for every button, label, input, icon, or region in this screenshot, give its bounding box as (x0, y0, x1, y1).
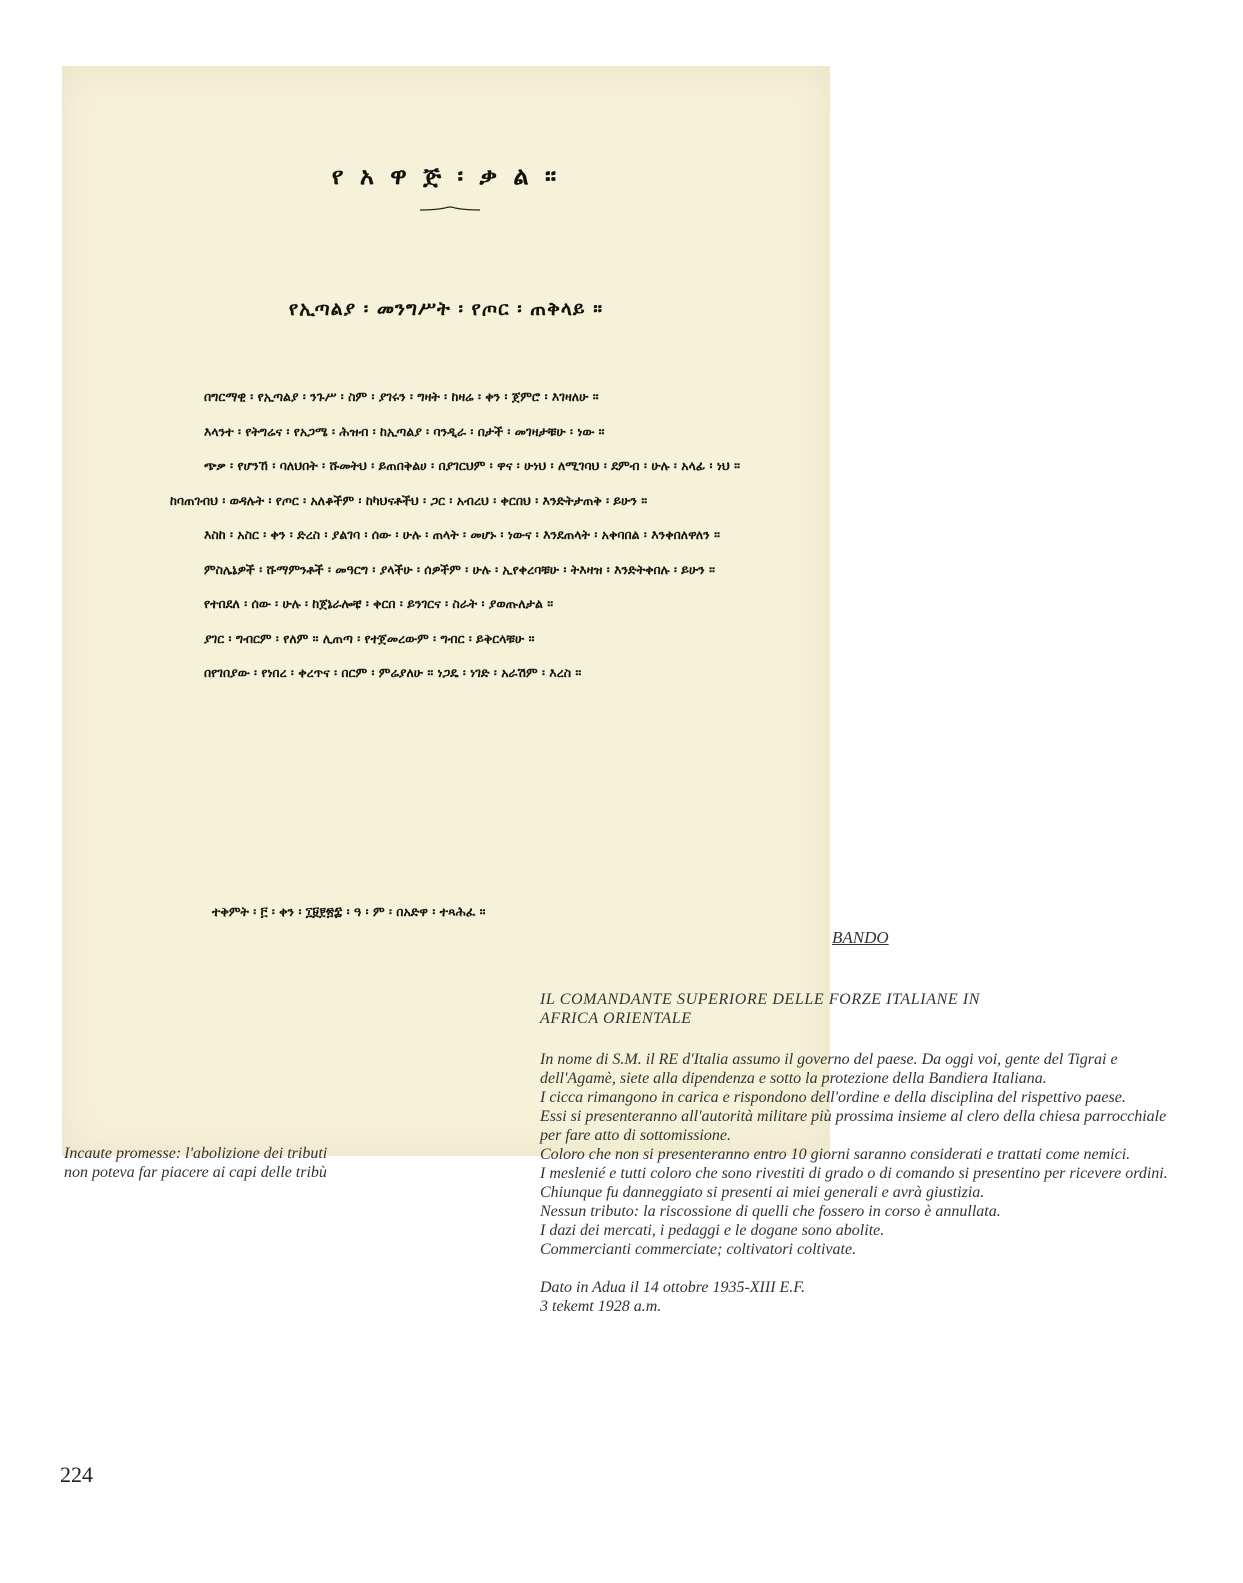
translation-heading (540, 990, 1170, 1028)
translation-paragraph: Nessun tributo: la riscossione di quelli che fossero in corso è annullata. (540, 1203, 1001, 1220)
translation-paragraph: In nome di S.M. il RE d'Italia assumo il governo del paese. Da oggi voi, gente del Tigrai e dell'Agamè, siete alla dipendenza e sotto la protezione della Bandiera Italiana. (540, 1051, 1118, 1087)
page-number: 224 (60, 1462, 93, 1487)
document-paragraph: ምስሌኔዎች ፡ ሹማምንቶች ፡ መዓርግ ፡ ያላችሁ ፡ ሰዎችም ፡ ሁሉ ፡ ኢየቀረባቹሁ ፡ ትእዛዝ ፡ እንድትቀበሉ ፡ ይሁን ። (204, 561, 715, 577)
signature-line: Dato in Adua il 14 ottobre 1935-XIII E.F. (540, 1279, 806, 1296)
translation-paragraph: Coloro che non si presenteranno entro 10 giorni saranno considerati e trattati come nemici. (540, 1146, 1131, 1163)
document-paragraph: በግርማዊ ፡ የኢጣልያ ፡ ንጉሥ ፡ ስም ፡ ያገሩን ፡ ግዛት ፡ ከዛሬ ፡ ቀን ፡ ጀምሮ ፡ እገዛለሁ ። (204, 389, 599, 404)
translation-paragraph: I cicca rimangono in carica e rispondono dell'ordine e della disciplina del rispettivo paese. (540, 1089, 1126, 1106)
document-heading: የ አ ዋ ጅ ፡ ቃ ል ። (331, 162, 561, 190)
document-paragraph: እስከ ፡ አስር ፡ ቀን ፡ ድረስ ፡ ያልገባ ፡ ሰው ፡ ሁሉ ፡ ጠላት ፡ መሆኑ ፡ ነውና ፡ እንደጠላት ፡ አቀባበል ፡ እንቀበለዋለን ። (204, 527, 720, 542)
ornament-divider (420, 206, 480, 212)
document-paragraph: የተበደለ ፡ ሰው ፡ ሁሉ ፡ ከጀኔራሎቼ ፡ ቀርበ ፡ ይንገርና ፡ ስራት ፡ ያወጡለታል ። (204, 596, 554, 611)
translation-heading-line: AFRICA ORIENTALE (540, 1010, 692, 1027)
document-paragraph: በየገበያው ፡ የነበረ ፡ ቀረጥና ፡ በርም ፡ ምሬያለሁ ። ነጋዴ ፡ ነገድ ፡ አራሽም ፡ እረስ ። (204, 665, 582, 680)
document-subheading: የኢጣልያ ፡ መንግሥት ፡ የጦር ፡ ጠቅላይ ። (288, 298, 604, 320)
caption-line: non poteva far piacere ai capi delle tribù (64, 1164, 327, 1181)
image-caption (64, 1144, 404, 1182)
signature-line: 3 tekemt 1928 a.m. (540, 1298, 662, 1315)
translation-heading-line: IL COMANDANTE SUPERIORE DELLE FORZE ITALIANE IN (540, 991, 981, 1008)
translation-paragraph: Chiunque fu danneggiato si presenti ai miei generali e avrà giustizia. (540, 1184, 985, 1201)
document-date-line: ተቅምት ፡ ፫ ፡ ቀን ፡ ፲፱፻፳፰ ፡ ዓ ፡ ም ፡ በአድዋ ፡ ተጻሕፈ ። (212, 904, 486, 919)
translation-paragraph: I dazi dei mercati, i pedaggi e le dogane sono abolite. (540, 1222, 885, 1239)
document-paragraph: እላንተ ፡ የትግሬና ፡ የአጋሜ ፡ ሕዝብ ፡ ከኢጣልያ ፡ ባንዲራ ፡ በታች ፡ መገዛታቹሁ ፡ ነው ። (204, 423, 605, 439)
document-paragraph: ያገር ፡ ግብርም ፡ የለም ። ሊጠጣ ፡ የተጀመረውም ፡ ግብር ፡ ይቅርላቹሁ ። (204, 630, 535, 646)
translation-paragraph: Commercianti commerciate; coltivatori coltivate. (540, 1241, 857, 1258)
translation-title: BANDO (832, 928, 889, 947)
document-paragraph: ጭቃ ፡ የሆንኸ ፡ ባለህበት ፡ ሹመትህ ፡ ይጠበቅልሀ ፡ በያገርህም ፡ ዋና ፡ ሁነህ ፡ ለሚገባህ ፡ ደምብ ፡ ሁሉ ፡ አላፊ ፡ ነህ ። ከባጠገብህ ፡ ወዳሉት ፡ የጦር ፡ አለቆችም ፡ ከካህናቶችህ ፡ ጋር ፡ አብረህ ፡ ቀርበህ ፡ እንድትታጠቅ ፡ ይሁን ። (170, 458, 740, 508)
translation-body (540, 1050, 1170, 1259)
translation-paragraph: I meslenié e tutti coloro che sono rivestiti di grado o di comando si presentino per ricevere ordini. (540, 1165, 1168, 1182)
translation-text (540, 990, 1170, 1316)
document-body (170, 380, 740, 691)
translation-signature (540, 1278, 1170, 1316)
caption-line: Incaute promesse: l'abolizione dei tributi (64, 1145, 328, 1162)
translation-paragraph: Essi si presenteranno all'autorità militare più prossima insieme al clero della chiesa parrocchiale per fare atto di sottomissione. (540, 1108, 1167, 1144)
